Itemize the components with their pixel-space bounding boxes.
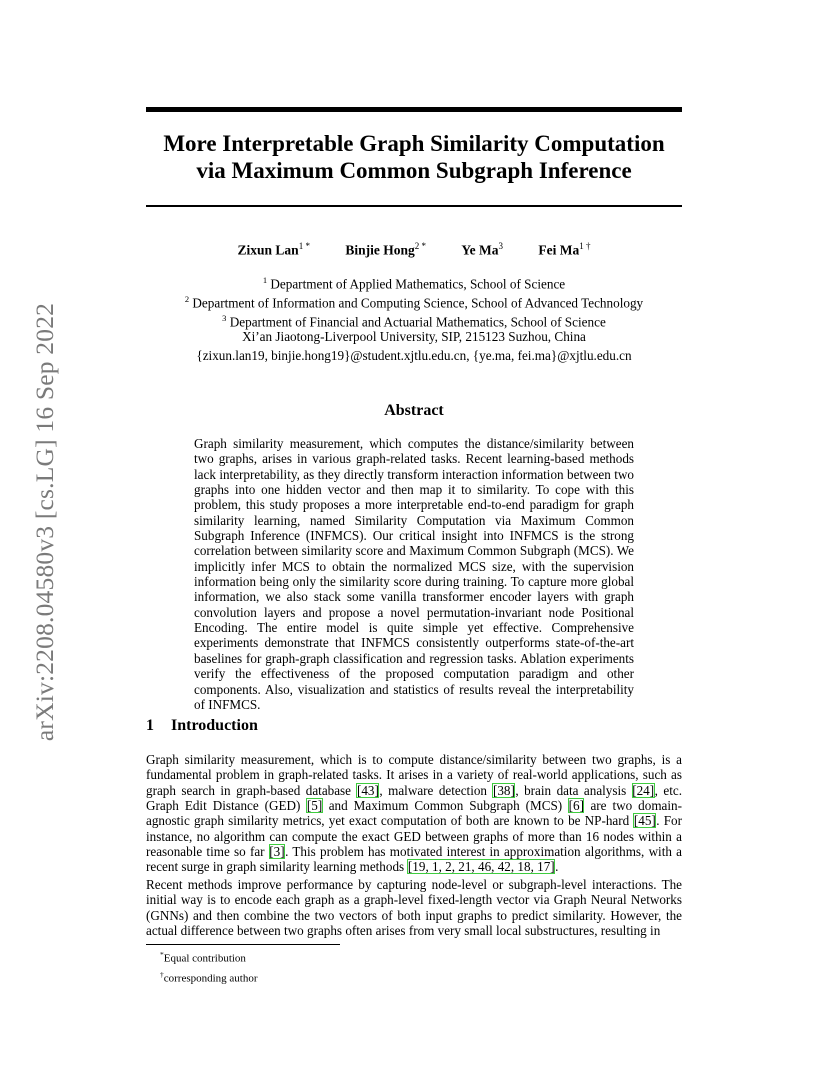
- citation-link[interactable]: [3]: [269, 844, 285, 860]
- title-bottom-rule: [146, 205, 682, 207]
- affiliation: [146, 273, 682, 292]
- affiliation-list: [146, 273, 682, 345]
- intro-paragraph-2: Recent methods improve performance by capturing node-level or subgraph-level interactions. The initial way is to encode each graph as a graph-level fixed-length vector via Graph Neural Networks (GNNs) and then combine the two vectors of both input graphs to predict similarity. However, the actual difference between two graphs often arises from very small local substructures, resulting in: [146, 877, 682, 939]
- affiliation-text: Department of Applied Mathematics, School of Science: [267, 276, 566, 292]
- citation-link[interactable]: [45]: [633, 813, 656, 829]
- author: [538, 241, 590, 259]
- arxiv-identifier: arXiv:2208.04580v3 [cs.LG] 16 Sep 2022: [30, 302, 59, 742]
- author-mark: 1 *: [298, 241, 310, 251]
- author-name: Fei Ma: [538, 242, 580, 258]
- author-emails: {zixun.lan19, binjie.hong19}@student.xjtlu.edu.cn, {ye.ma, fei.ma}@xjtlu.edu.cn: [196, 348, 632, 363]
- affiliation-text: Department of Financial and Actuarial Mathematics, School of Science: [226, 313, 606, 329]
- section-number: 1: [146, 717, 154, 734]
- author-mark: 1 †: [579, 241, 591, 251]
- paragraph-text: . This problem has motivated interest in approximation algorithms, with a recent surge in graph similarity learning methods: [146, 844, 683, 875]
- affiliation-number: 1: [262, 275, 268, 285]
- citation-link[interactable]: [43]: [356, 782, 379, 798]
- intro-paragraph-1: [146, 752, 682, 875]
- footnote: [160, 967, 258, 987]
- author-name: Zixun Lan: [237, 242, 299, 258]
- citation-link[interactable]: [6]: [568, 798, 584, 814]
- affiliation: [146, 292, 682, 311]
- title-top-rule: [146, 107, 682, 112]
- footnote-rule: [146, 944, 340, 945]
- title-line-1: More Interpretable Graph Similarity Computation: [163, 131, 665, 156]
- author-list: [146, 241, 682, 259]
- section-heading: [146, 717, 258, 735]
- paragraph-text: .: [555, 859, 559, 875]
- paragraph-text: , brain data analysis: [515, 782, 632, 798]
- author: [345, 241, 426, 259]
- author-name: Ye Ma: [461, 242, 499, 258]
- affiliation-number: 2: [184, 293, 190, 304]
- affiliation-text: Department of Information and Computing Science, School of Advanced Technology: [189, 295, 644, 311]
- author-mark: 3: [498, 241, 503, 251]
- footnote-mark: †: [160, 969, 164, 979]
- footnote-text: Equal contribution: [163, 952, 246, 965]
- affiliation-number: 3: [222, 312, 227, 323]
- footnote-text: corresponding author: [163, 972, 258, 985]
- abstract-heading: Abstract: [384, 402, 444, 419]
- title-line-2: via Maximum Common Subgraph Inference: [196, 158, 632, 183]
- paragraph-text: , etc. Graph Edit Distance (GED): [146, 782, 682, 814]
- author: [238, 241, 310, 259]
- abstract-body: Graph similarity measurement, which computes the distance/similarity between two graphs, arises in various graph-related tasks. Recent learning-based methods lack interpretability, as they directly transform interaction information between two graphs into one hidden vector and then map it to similarity. To cope with this problem, this study proposes a more interpretable end-to-end paradigm for graph similarity learning, named Similarity Computation via Maximum Common Subgraph Inference (INFMCS). Our critical insight into INFMCS is the strong correlation between similarity score and Maximum Common Subgraph (MCS). We implicitly infer MCS to obtain the normalized MCS size, with the supervision information being only the similarity score during training. To capture more global information, we also stack some vanilla transformer encoder layers with graph convolution layers and propose a novel permutation-invariant node Positional Encoding. The entire model is quite simple yet effective. Comprehensive experiments demonstrate that INFMCS consistently outperforms state-of-the-art baselines for graph-graph classification and regression tasks. Ablation experiments verify the effectiveness of the proposed computation paradigm and other components. Also, visualization and statistics of results reveal the interpretability of INFMCS.: [194, 436, 634, 712]
- footnotes: [160, 947, 258, 986]
- citation-link[interactable]: [38]: [492, 782, 515, 798]
- citation-link[interactable]: [24]: [632, 782, 655, 798]
- affiliation: [146, 311, 682, 330]
- paragraph-text: Graph similarity measurement, which is to compute distance/similarity between two graphs, is a fundamental problem in graph-related tasks. It arises in a variety of real-world applications, such as graph search in graph-based database: [146, 752, 682, 798]
- paragraph-text: are two domain-agnostic graph similarity metrics, yet exact computation of both are known to be NP-hard: [146, 798, 682, 829]
- affiliation-text: Xi’an Jiaotong-Liverpool University, SIP, 215123 Suzhou, China: [242, 329, 586, 345]
- author: [461, 241, 503, 259]
- citation-link[interactable]: [19, 1, 2, 21, 46, 42, 18, 17]: [407, 859, 555, 875]
- paragraph-text: and Maximum Common Subgraph (MCS): [322, 798, 569, 814]
- author-name: Binjie Hong: [345, 242, 415, 258]
- footnote: [160, 947, 258, 967]
- paper-title: [146, 130, 682, 184]
- paragraph-text: , malware detection: [379, 782, 493, 798]
- paragraph-text: . For instance, no algorithm can compute the exact GED between graphs of more than 16 nodes within a reasonable time so far: [146, 813, 683, 860]
- author-mark: 2 *: [414, 241, 426, 251]
- section-title: Introduction: [171, 717, 258, 734]
- citation-link[interactable]: [5]: [306, 798, 323, 814]
- footnote-mark: *: [160, 950, 164, 959]
- affiliation: [146, 329, 682, 344]
